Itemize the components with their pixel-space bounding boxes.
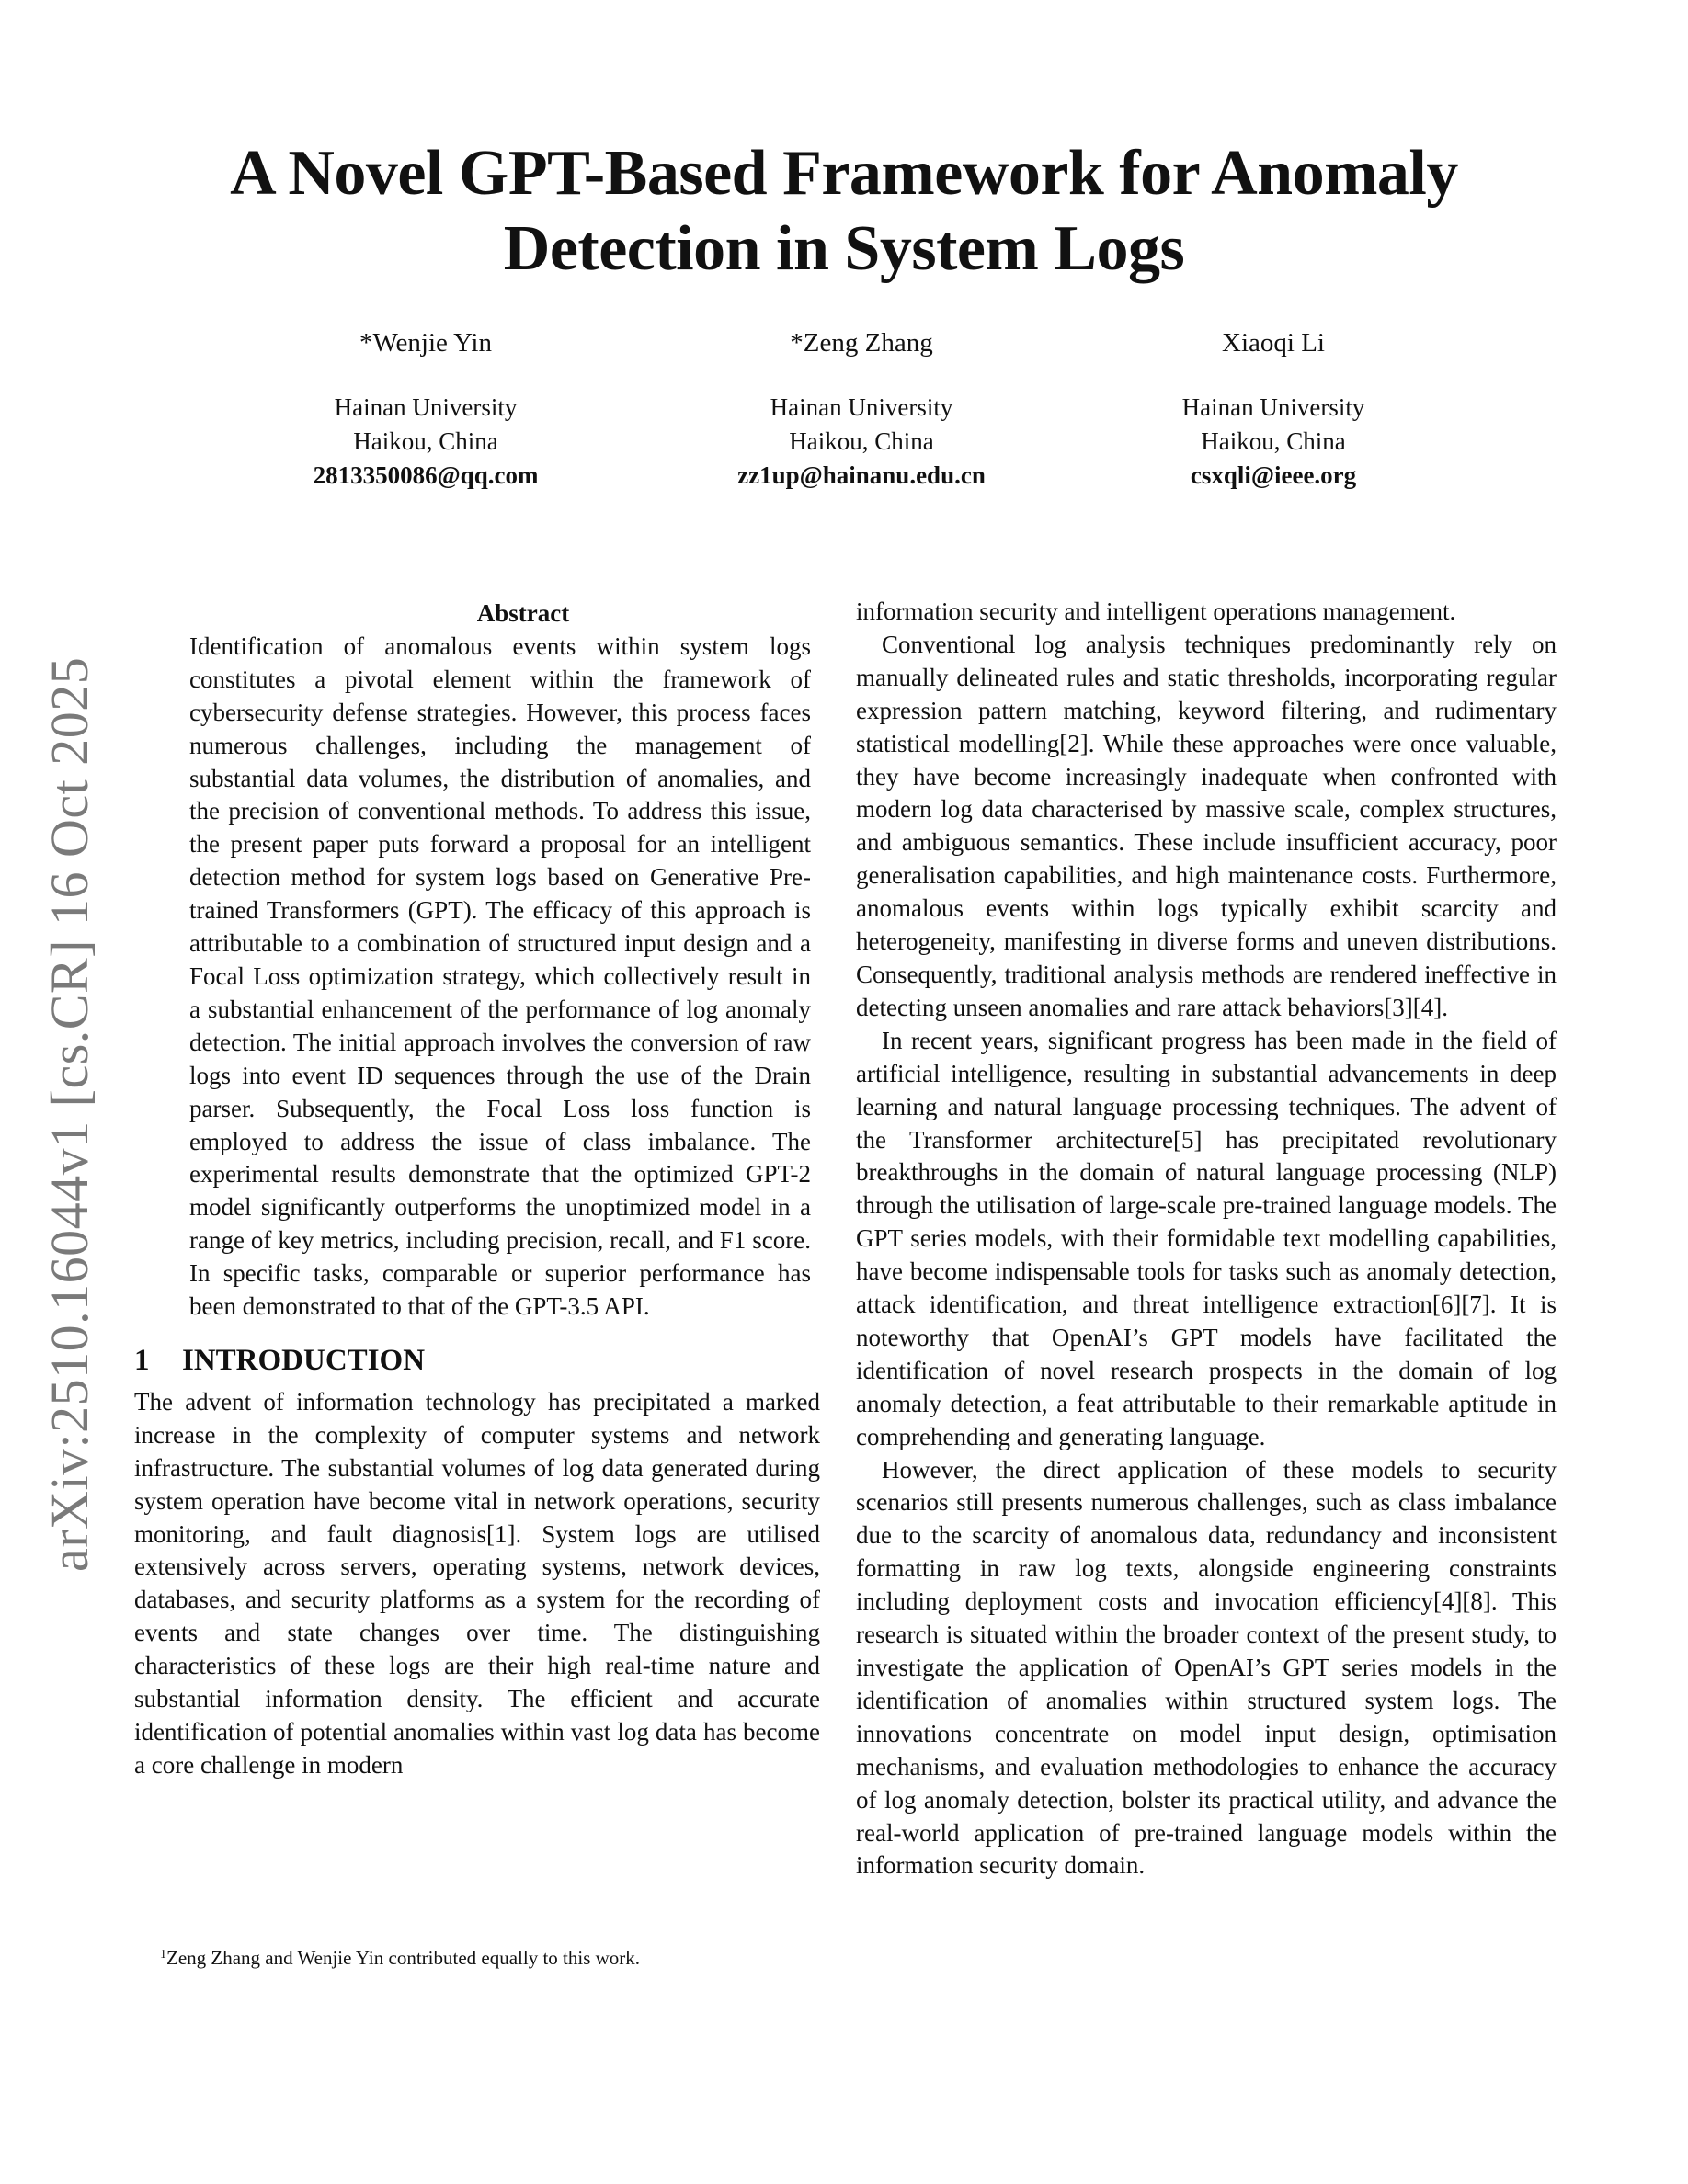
left-column (134, 597, 820, 1782)
author-affiliation: Hainan University (1181, 393, 1365, 421)
right-column (856, 596, 1557, 1883)
footnote-marker: 1 (160, 1948, 166, 1962)
author-affiliation: Hainan University (770, 393, 953, 421)
author-email: 2813350086@qq.com (313, 461, 539, 489)
author-name: Xiaoqi Li (1222, 328, 1325, 358)
author-1 (233, 326, 619, 493)
intro-paragraph-2: Conventional log analysis techniques predominantly rely on manually delineated rules and static thresholds, incorporating regular expression pattern matching, keyword filtering, and rudimentary statistical modelling[2]. While these approaches were once valuable, they have become increasingly inadequate when confronted with modern log data characterised by massive scale, complex structures, and ambiguous semantics. These include insufficient accuracy, poor generalisation capabilities, and high maintenance costs. Furthermore, anomalous events within logs typically exhibit scarcity and heterogeneity, manifesting in diverse forms and uneven distributions. Consequently, traditional analysis methods are rendered ineffective in detecting unseen anomalies and rare attack behaviors[3][4]. (856, 630, 1557, 1021)
arxiv-stamp: arXiv:2510.16044v1 [cs.CR] 16 Oct 2025 (40, 656, 99, 1572)
author-name: *Wenjie Yin (359, 328, 492, 358)
author-name: *Zeng Zhang (790, 328, 933, 358)
footnote (160, 1943, 640, 1970)
author-email: zz1up@hainanu.edu.cn (737, 461, 986, 489)
footnote-text: Zeng Zhang and Wenjie Yin contributed equally to this work. (166, 1947, 641, 1969)
author-affiliation: Hainan University (334, 393, 518, 421)
author-3 (1080, 326, 1466, 493)
author-2 (668, 326, 1055, 493)
section-number: 1 (134, 1343, 150, 1377)
section-heading (134, 1342, 820, 1379)
title-line-2: Detection in System Logs (503, 213, 1185, 284)
abstract (134, 597, 820, 1324)
paper-title (92, 136, 1596, 287)
abstract-heading: Abstract (476, 599, 570, 627)
intro-paragraph-1-continued: information security and intelligent operations management. (856, 597, 1456, 625)
intro-paragraph-4: However, the direct application of these models to security scenarios still presents numerous challenges, such as class imbalance due to the scarcity of anomalous data, redundancy and inconsistent formatting in raw log texts, alongside engineering constraints including deployment costs and invocation efficiency[4][8]. This research is situated within the broader context of the present study, to investigate the application of OpenAI’s GPT series models in the identification of anomalies within structured system logs. The innovations concentrate on model input design, optimisation mechanisms, and evaluation methodologies to enhance the accuracy of log anomaly detection, bolster its practical utility, and advance the real-world application of pre-trained language models within the information security domain. (856, 1455, 1557, 1880)
abstract-text: Identification of anomalous events within system logs constitutes a pivotal element within the framework of cybersecurity defense strategies. However, this process faces numerous challenges, including the management of substantial data volumes, the distribution of anomalies, and the precision of conventional methods. To address this issue, the present paper puts forward a proposal for an intelligent detection method for system logs based on Generative Pre-trained Transformers (GPT). The efficacy of this approach is attributable to a combination of structured input design and a Focal Loss optimization strategy, which collectively result in a substantial enhancement of the performance of log anomaly detection. The initial approach involves the conversion of raw logs into event ID sequences through the use of the Drain parser. Subsequently, the Focal Loss loss function is employed to address the issue of class imbalance. The experimental results demonstrate that the optimized GPT-2 model significantly outperforms the unoptimized model in a range of key metrics, including precision, recall, and F1 score. In specific tasks, comparable or superior performance has been demonstrated to that of the GPT-3.5 API. (189, 631, 811, 1321)
title-line-1: A Novel GPT-Based Framework for Anomaly (230, 138, 1458, 209)
author-location: Haikou, China (1201, 427, 1346, 455)
author-email: csxqli@ieee.org (1190, 461, 1357, 489)
author-location: Haikou, China (353, 427, 498, 455)
section-title: INTRODUCTION (182, 1343, 426, 1377)
author-location: Haikou, China (789, 427, 934, 455)
intro-paragraph-1: The advent of information technology has precipitated a marked increase in the complexity of computer systems and network infrastructure. The substantial volumes of log data generated during system operation have become vital in network operations, security monitoring, and fault diagnosis[1]. System logs are utilised extensively across servers, operating systems, network devices, databases, and security platforms as a system for the recording of events and state changes over time. The distinguishing characteristics of these logs are their high real-time nature and substantial information density. The efficient and accurate identification of potential anomalies within vast log data has become a core challenge in modern (134, 1387, 820, 1779)
intro-paragraph-3: In recent years, significant progress has been made in the field of artificial intelligence, resulting in substantial advancements in deep learning and natural language processing techniques. The advent of the Transformer architecture[5] has precipitated revolutionary breakthroughs in the domain of natural language processing (NLP) through the utilisation of large-scale pre-trained language models. The GPT series models, with their formidable text modelling capabilities, have become indispensable tools for tasks such as anomaly detection, attack identification, and threat intelligence extraction[6][7]. It is noteworthy that OpenAI’s GPT models have facilitated the identification of novel research prospects in the domain of log anomaly detection, a feat attributable to their remarkable aptitude in comprehending and generating language. (856, 1026, 1557, 1450)
